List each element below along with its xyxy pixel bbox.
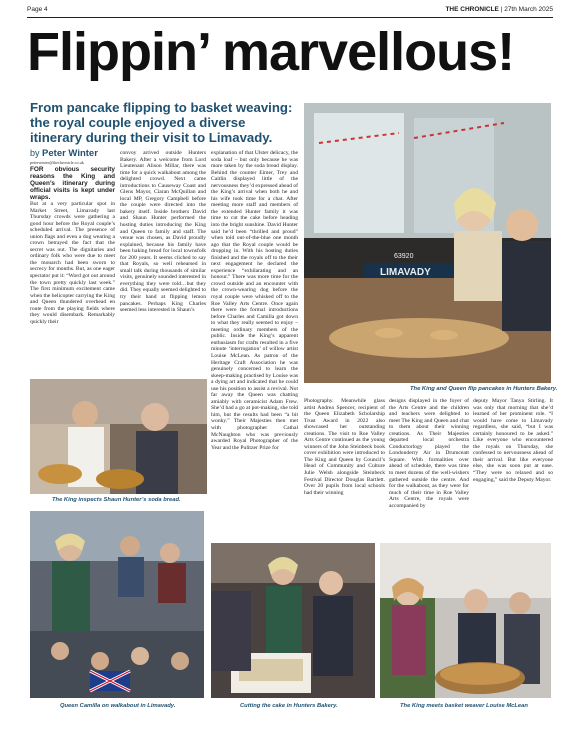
photo-walkabout	[30, 511, 204, 698]
photo-soda-bread-image	[30, 379, 207, 494]
byline-email: peterwinter@thechronicle.co.uk	[30, 160, 84, 165]
standfirst: From pancake flipping to basket weaving: the royal couple enjoyed a diverse itinerary during their visit to Limavady.	[30, 100, 293, 145]
article-column-6: deputy Mayor Tanya Stirling. It was only that morning that she’d learned of her prominent role. “I would have come to Limavady regardless, she said, “but I was certainly honoured to be asked.” Like everyone who encountered the royals on Thursday, she confessed to nervousness ahead of their arrival. But like everyone else, she was soon put at ease. “They were so relaxed and so engaging,” said the Deputy Mayor.	[473, 398, 553, 483]
article-lead: FOR obvious security reasons the King and Queen’s itinerary during official visits is kept under wraps.	[30, 166, 115, 201]
byline-prefix: by	[30, 148, 40, 158]
photo-weaver	[380, 543, 551, 698]
caption-weaver: The King meets basket weaver Louise McLean	[400, 703, 528, 709]
page-header	[27, 6, 553, 16]
headline: Flippin’ marvellous!	[27, 22, 515, 82]
header-rule	[27, 17, 553, 18]
photo-walkabout-image	[30, 511, 204, 698]
paper-name: THE CHRONICLE	[445, 6, 499, 13]
page-number: Page 4	[27, 6, 48, 13]
shop-number-text: 63920	[394, 253, 414, 260]
shop-sign-text: LIMAVADY	[380, 267, 431, 278]
article-column-5: designs displayed in the foyer of the Arts Centre and the children and teachers were delighted to meet The King and Queen and chat to them about their winning creations. As Their Majesties departed local orchestra Conductorlogy played the Londonderry Air in Drumceatt Square. With formalities over ahead of schedule, there was time to meet dozens of the well-wishers gathered outside the centre. And for the walkabout, as they were for much of their time in Roe Valley Arts Centre, the royals were accompanied by	[389, 398, 469, 509]
byline	[30, 148, 115, 165]
caption-walkabout: Queen Camilla on walkabout in Limavady.	[60, 703, 176, 709]
caption-cake: Cutting the cake in Hunters Bakery.	[240, 703, 338, 709]
photo-soda-bread	[30, 379, 207, 494]
issue-date: 27th March 2025	[504, 6, 553, 13]
article-column-1	[30, 166, 115, 376]
photo-pancakes-image	[304, 103, 551, 383]
article-column-2: convoy arrived outside Hunters Bakery. After a welcome from Lord Lieutenant Alison Millar, there was time for a quick walkabout among the delighted crowd. Next came introductions to Causeway Coast and Glens Mayor, Ciaran McQuillan and local MP, Gregory Campbell before the couple were directed into the bakery itself. Inside brothers David and Shaun Hunter performed the hosting duties introducing the King and Queen to family and staff. The venue was chosen, as David proudly explained, because his family have been baking bread for local townsfolk for 200 years. It seems cliched to say that Royals, so well rehearsed in small talk during thousands of similar visits, genuinely sounded interested in everything they were told…but they did. They equally seemed delighted to try their hand at flipping lemon pancakes. Perhaps King Charles seemed less interested in Shaun’s	[120, 150, 206, 314]
article-column-3: explanation of that Ulster delicacy, the soda loaf – but only because he was more taken by the soda bread display. Behind the counter Eimer, Trey and Caitlin displayed little of the nervousness they’d expressed ahead of the King’s arrival when both he and his wife took time for a chat. After meeting more staff and members of the extended Hunter family it was time to cut the cake before heading into the bright sunshine. David Hunter said he’d been “thrilled and proud” when told out-of-the-blue one month ago that the Royal couple would be dropping in. With his hosting duties finished and the royals off to the their next engagement he declared the experience “exhilarating and an honour.” There was more time for the crowd outside and an encounter with the crown-wearing dog before the royal couple were whisked off to the Roe Valley Arts Centre. Once again there were the formal introductions before Charles and Camilla got down to what they really seemed to enjoy – meeting ordinary members of the public. Inside the King’s apparent enthusiasm for crafts resulted in a five minute ‘interrogation’ of willow artist Louise McLean. As patron of the Heritage Craft Association he was genuinely concerned to learn the skeep-making practised by Louise was a dying art and indicated that he could use his position to assist a revival. Not far away the Queen was chatting amiably with ceramicist Adam Frew. She’d had a go at pot-making, she told him, but the results had been “a bit wonky.” Their Majesties then met with photographer Cathal McNaughton who was previously awarded Royal Photographer of the Year and the Pulitzer Prize for	[211, 150, 298, 451]
article-column-1-text: But at a very particular spot in Market Street, Limavady last Thursday crowds were gathering a good hour before the Royal couple’s scheduled arrival. The presence of union flags and even a dog wearing a crown betrayed the fact that the secret was out. The dignitaries and ordinary folk who were due to meet the monarch had been sworn to secrecy for months. But, as one eager spectator put it: “Word got out around the town pretty quickly last week.” The first minimum excitement came when the helicopter carrying the King and Queen thundered overhead en route from the playing fields where they would disembark. Remarkably quickly their	[30, 201, 115, 325]
photo-weaver-image	[380, 543, 551, 698]
photo-pancakes	[304, 103, 551, 383]
photo-cake-image	[211, 543, 375, 698]
caption-soda-bread: The King inspects Shaun Hunter’s soda bread.	[52, 497, 181, 503]
byline-author: Peter Winter	[42, 148, 98, 159]
caption-pancakes: The King and Queen flip pancakes in Hunters Bakery.	[410, 386, 558, 392]
article-column-4: Photography. Meanwhile glass artist Andrea Spencer, recipient of the Queen Elizabeth Scholarship Trust Award in 2022 also showcased her outstanding creations. The visit to Roe Valley Arts Centre continued as the young winners of the John Steinbeck book cover exhibition were introduced to The King and Queen by Council’s Head of Community and Culture Julie Welsh alongside Steinbeck Festival Director Douglas Bartlett. Over 20 pupils from local schools had their winning	[304, 398, 385, 496]
photo-cake	[211, 543, 375, 698]
paper-date: THE CHRONICLE | 27th March 2025	[445, 6, 553, 13]
